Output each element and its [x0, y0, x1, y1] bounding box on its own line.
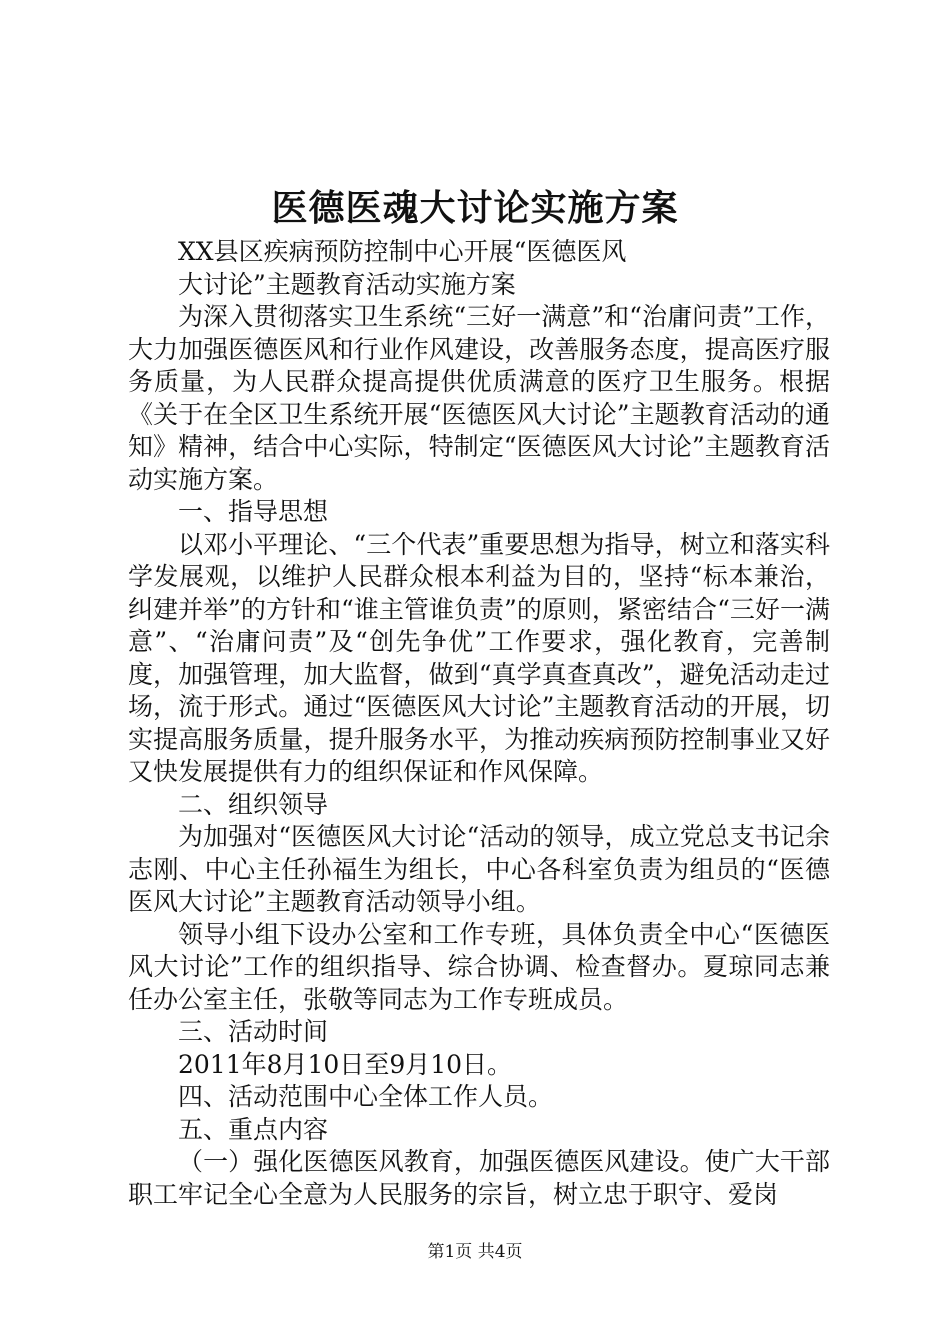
document-title: 医德医魂大讨论实施方案 [271, 187, 679, 229]
section-3-paragraph: 2011年8月10日至9月10日。 [178, 1049, 513, 1079]
section-1-heading: 一、指导思想 [178, 497, 329, 526]
section-5-paragraph: （一）强化医德医风教育，加强医德医风建设。使广大干部职工牢记全心全意为人民服务的宗旨，树立忠于职守、爱岗 [128, 1147, 830, 1209]
section-4-heading: 四、活动范围中心全体工作人员。 [178, 1082, 554, 1111]
section-5-heading: 五、重点内容 [178, 1114, 329, 1144]
section-3-heading: 三、活动时间 [178, 1017, 329, 1046]
intro-paragraph: 为深入贯彻落实卫生系统“三好一满意”和“治庸问责”工作，大力加强医德医风和行业作风建设，改善服务态度，提高医疗服务质量，为人民群众提高提供优质满意的医疗卫生服务。根据《关于在全区卫生系统开展“医德医风大讨论”主题教育活动的通知》精神，结合中心实际，特制定“医德医风大讨论”主题教育活动实施方案。 [128, 302, 830, 494]
document-body [128, 236, 830, 1211]
page-number-footer: 第1页 共4页 [427, 1242, 523, 1262]
subtitle-line-2: 大讨论”主题教育活动实施方案 [178, 269, 516, 299]
section-2-heading: 二、组织领导 [178, 789, 329, 819]
section-2-paragraph-2: 领导小组下设办公室和工作专班，具体负责全中心“医德医风大讨论”工作的组织指导、综合协调、检查督办。夏琼同志兼任办公室主任，张敬等同志为工作专班成员。 [128, 919, 830, 1014]
section-1-paragraph: 以邓小平理论、“三个代表”重要思想为指导，树立和落实科学发展观，以维护人民群众根本利益为目的，坚持“标本兼治，纠建并举”的方针和“谁主管谁负责”的原则，紧密结合“三好一满意”、“治庸问责”及“创先争优”工作要求，强化教育，完善制度，加强管理，加大监督，做到“真学真查真改”，避免活动走过场，流于形式。通过“医德医风大讨论”主题教育活动的开展，切实提高服务质量，提升服务水平，为推动疾病预防控制事业又好又快发展提供有力的组织保证和作风保障。 [128, 529, 830, 786]
section-2-paragraph-1: 为加强对“医德医风大讨论“活动的领导，成立党总支书记余志刚、中心主任孙福生为组长，中心各科室负责为组员的“医德医风大讨论”主题教育活动领导小组。 [128, 822, 830, 916]
subtitle-line-1: XX县区疾病预防控制中心开展“医德医风 [178, 237, 627, 266]
